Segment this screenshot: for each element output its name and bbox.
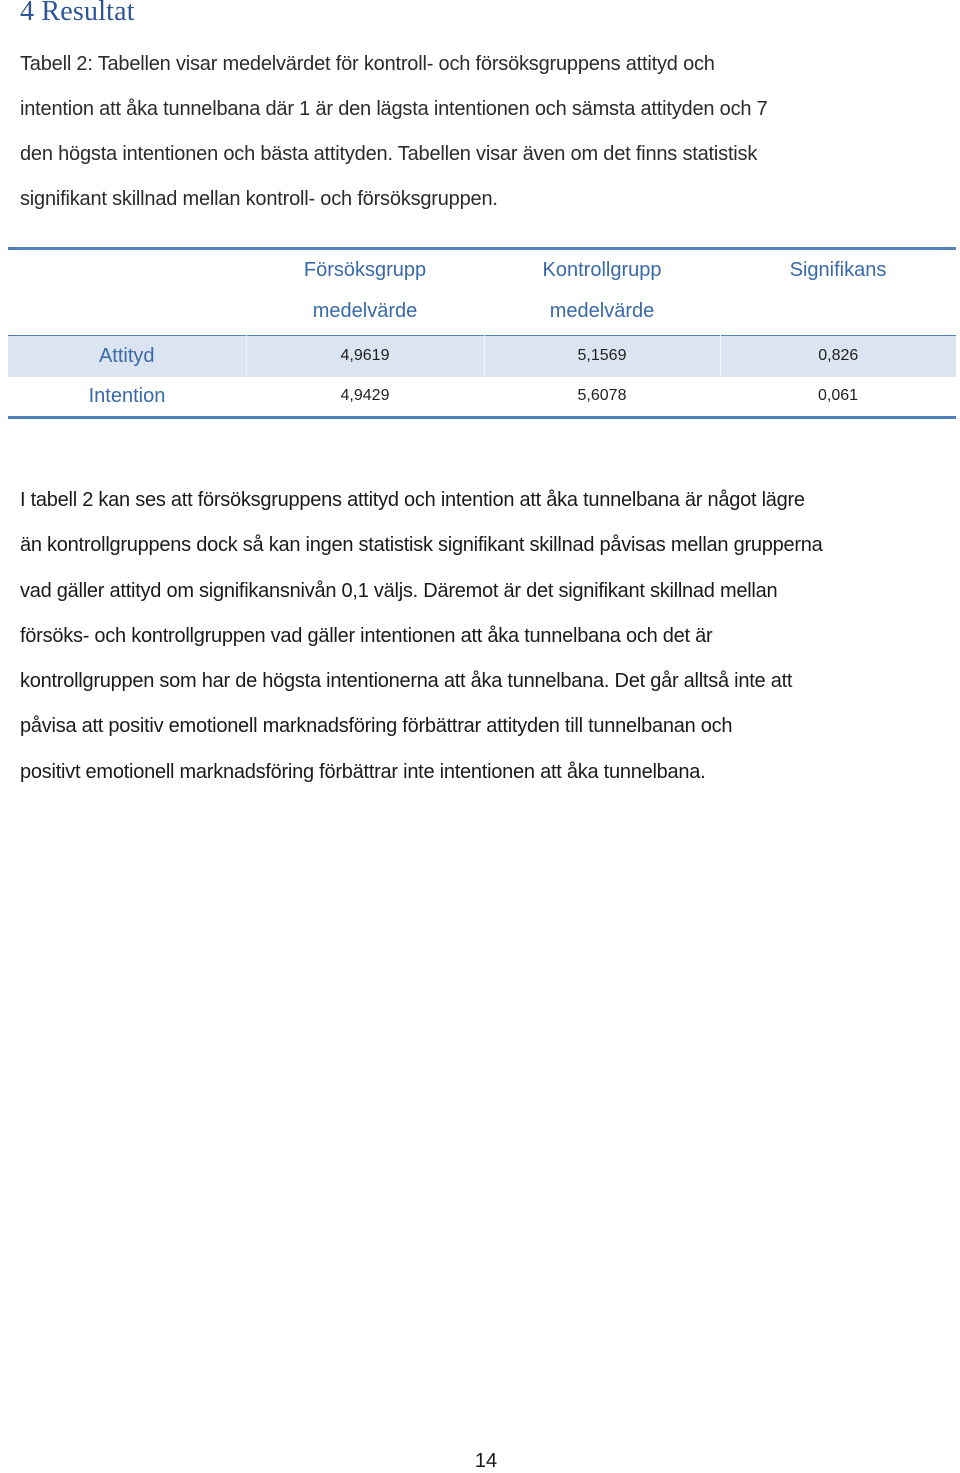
- header-label: Signifikans: [789, 259, 887, 281]
- table-row-attityd: [8, 336, 956, 377]
- paragraph-line: positivt emotionell marknadsföring förbättrar inte intentionen att åka tunnelbana.: [20, 760, 706, 783]
- cell-signifikans-value: 0,061: [817, 387, 859, 405]
- page-number: 14: [474, 1450, 498, 1472]
- header-cell-signifikans: [720, 249, 956, 336]
- paragraph-line: än kontrollgruppens dock så kan ingen statistisk signifikant skillnad påvisas mellan grupperna: [20, 534, 823, 557]
- cell-signifikans-value: 0,826: [720, 336, 956, 377]
- paragraph-line: vad gäller attityd om signifikansnivån 0,1 väljs. Däremot är det signifikant skillnad mellan: [20, 579, 778, 602]
- results-table: [8, 247, 956, 419]
- paragraph-line: kontrollgruppen som har de högsta intentionerna att åka tunnelbana. Det går alltså inte att: [20, 670, 793, 693]
- results-table-container: [8, 247, 956, 419]
- cell-forsoksgrupp-value: 4,9429: [340, 387, 390, 405]
- table-caption: [20, 42, 940, 222]
- caption-line: den högsta intentionen och bästa attityden. Tabellen visar även om det finns statistisk: [20, 143, 758, 165]
- row-label: Intention: [88, 384, 166, 407]
- table-row-intention: [8, 377, 956, 418]
- caption-line: signifikant skillnad mellan kontroll- och försöksgruppen.: [20, 188, 498, 210]
- cell-kontrollgrupp-value: 5,1569: [484, 336, 720, 377]
- header-cell-empty: [8, 249, 246, 336]
- row-label: Attityd: [8, 336, 246, 377]
- paragraph-line: påvisa att positiv emotionell marknadsföring förbättrar attityden till tunnelbanan och: [20, 715, 733, 738]
- paragraph-line: I tabell 2 kan ses att försöksgruppens attityd och intention att åka tunnelbana är något lägre: [20, 489, 805, 511]
- header-sublabel: medelvärde: [549, 300, 655, 322]
- header-sublabel: medelvärde: [312, 300, 418, 322]
- header-label: Kontrollgrupp: [542, 259, 662, 281]
- cell-kontrollgrupp-value: 5,6078: [577, 387, 627, 405]
- header-label: Försöksgrupp: [303, 259, 427, 281]
- header-cell-kontrollgrupp: [484, 249, 720, 336]
- section-heading: 4 Resultat: [20, 0, 135, 27]
- results-paragraph: [20, 478, 950, 795]
- cell-forsoksgrupp-value: 4,9619: [246, 336, 484, 377]
- table-header-row: [8, 249, 956, 336]
- caption-line: intention att åka tunnelbana där 1 är den lägsta intentionen och sämsta attityden och 7: [20, 98, 768, 120]
- paragraph-line: försöks- och kontrollgruppen vad gäller intentionen att åka tunnelbana och det är: [20, 624, 713, 647]
- caption-line: Tabell 2: Tabellen visar medelvärdet för kontroll- och försöksgruppens attityd och: [20, 53, 715, 75]
- header-cell-forsoksgrupp: [246, 249, 484, 336]
